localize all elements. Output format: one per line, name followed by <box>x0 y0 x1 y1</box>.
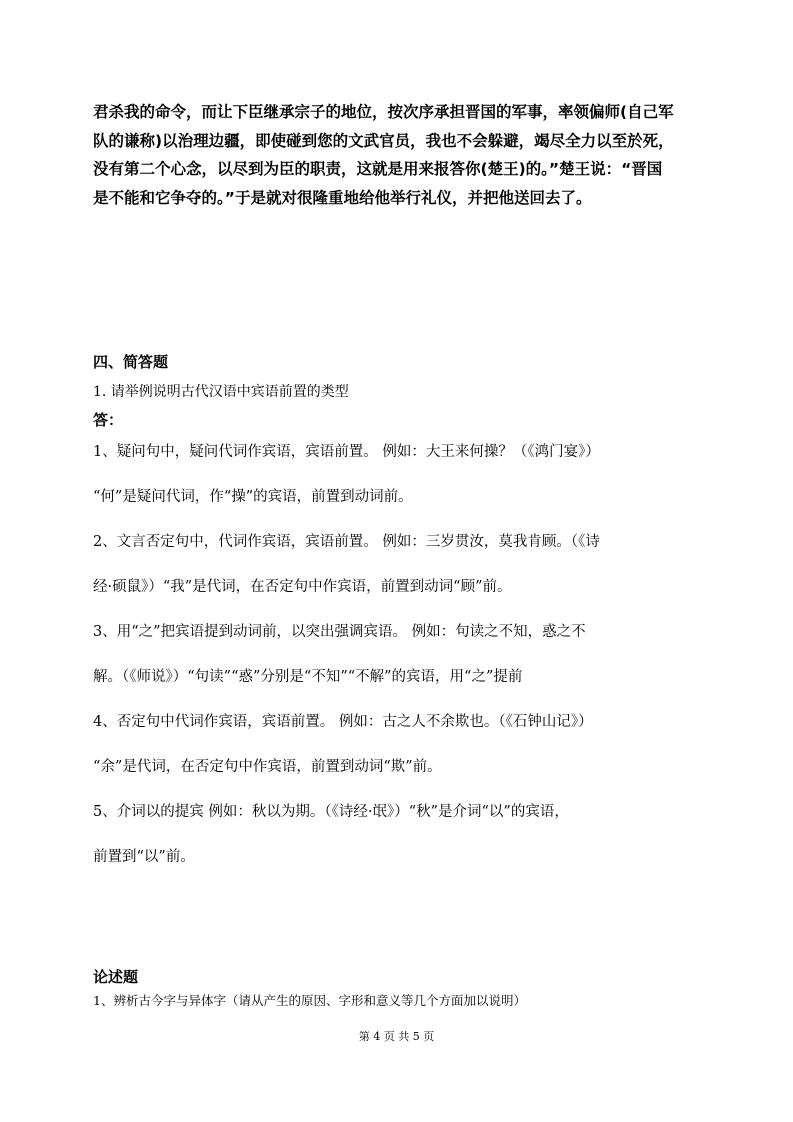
answer-line: 4、否定句中代词作宾语，宾语前置。 例如：古之人不余欺也。（《石钟山记》） <box>93 714 593 730</box>
short-answer-question: 1. 请举例说明古代汉语中宾语前置的类型 <box>93 384 349 400</box>
answer-line: 3、用“之”把宾语提到动词前，以突出强调宾语。 例如：句读之不知，惑之不 <box>93 624 586 640</box>
translation-line: 队的谦称)以治理边疆，即使碰到您的文武官员，我也不会躲避，竭尽全力以至於死， <box>93 131 674 150</box>
translation-line: 是不能和它争夺的。”于是就对很隆重地给他举行礼仪，并把他送回去了。 <box>93 188 592 207</box>
essay-section-title: 论述题 <box>93 968 139 986</box>
translation-paragraph <box>93 98 705 212</box>
answer-line: 前置到“以”前。 <box>93 849 195 865</box>
answer-line: 5、介词以的提宾 例如：秋以为期。（《诗经·氓》）“秋”是介词“以”的宾语， <box>93 804 569 820</box>
answer-line: “余”是代词，在否定句中作宾语，前置到动词“欺”前。 <box>93 759 442 775</box>
answer-body <box>93 437 708 887</box>
answer-label: 答： <box>93 411 124 429</box>
answer-line: 1、疑问句中，疑问代词作宾语，宾语前置。 例如：大王来何操？（《鸿门宴》） <box>93 444 600 460</box>
answer-line: “何”是疑问代词，作“操”的宾语，前置到动词前。 <box>93 489 413 505</box>
translation-line: 君杀我的命令，而让下臣继承宗子的地位，按次序承担晋国的军事，率领偏师(自己军 <box>93 103 674 121</box>
page-number-footer: 第 4 页 共 5 页 <box>358 1030 435 1043</box>
answer-line: 解。（《师说》）“句读”“惑”分别是“不知”“不解”的宾语，用“之”提前 <box>93 669 523 685</box>
answer-line: 经·硕鼠》）“我”是代词，在否定句中作宾语，前置到动词“顾”前。 <box>93 579 512 595</box>
translation-line: 没有第二个心念，以尽到为臣的职责，这就是用来报答你(楚王)的。”楚王说：“晋国 <box>93 160 663 178</box>
essay-question: 1、辨析古今字与异体字（请从产生的原因、字形和意义等几个方面加以说明） <box>93 993 526 1008</box>
short-answer-section-title: 四、简答题 <box>93 353 169 371</box>
answer-line: 2、文言否定句中，代词作宾语，宾语前置。 例如：三岁贯汝，莫我肯顾。（《诗 <box>93 534 600 550</box>
